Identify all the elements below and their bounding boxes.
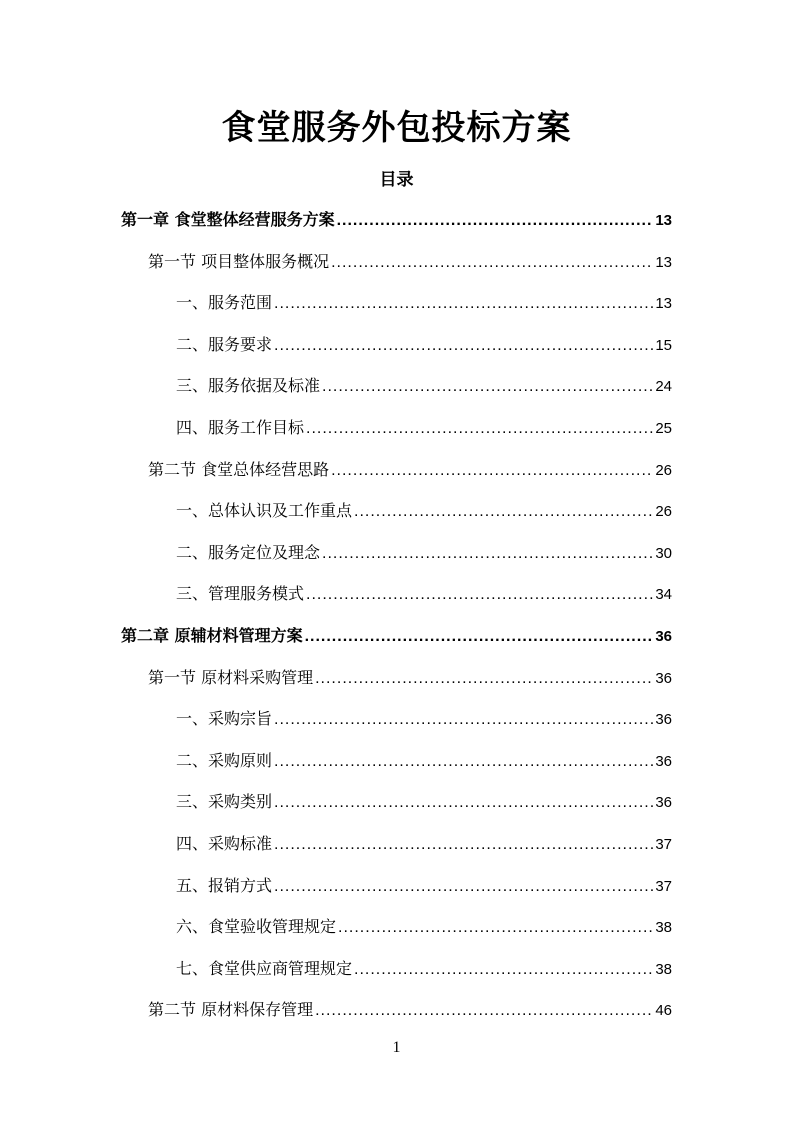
toc-entry[interactable] [176, 498, 672, 524]
toc-entry-label: 一、总体认识及工作重点 [176, 501, 353, 521]
toc-entry[interactable] [176, 748, 672, 774]
toc-leader-dots [322, 541, 653, 567]
toc-entry-page: 15 [655, 336, 672, 354]
toc-entry[interactable] [176, 956, 672, 982]
toc-entry[interactable] [148, 997, 672, 1023]
toc-leader-dots [274, 707, 653, 733]
toc-leader-dots [331, 458, 653, 484]
toc-entry-label: 二、采购原则 [176, 750, 273, 770]
toc-entry[interactable] [121, 207, 672, 233]
toc-entry[interactable] [176, 789, 672, 815]
toc-leader-dots [354, 499, 653, 525]
toc-entry[interactable] [176, 914, 672, 940]
toc-entry[interactable] [148, 249, 672, 275]
toc-entry[interactable] [176, 290, 672, 316]
toc-entry-label: 第二章 原辅材料管理方案 [121, 626, 303, 645]
toc-leader-dots [354, 957, 653, 983]
toc-entry[interactable] [176, 873, 672, 899]
toc-entry-label: 三、采购类别 [176, 792, 273, 812]
toc-entry-label: 一、服务范围 [176, 293, 273, 313]
toc-entry-label: 第二节 原材料保存管理 [148, 1000, 314, 1020]
toc-entry[interactable] [176, 706, 672, 732]
toc-entry[interactable] [148, 457, 672, 483]
toc-leader-dots [274, 333, 653, 359]
toc-leader-dots [274, 790, 653, 816]
toc-leader-dots [306, 582, 653, 608]
toc-entry-page: 24 [655, 378, 672, 396]
toc-entry-page: 38 [655, 919, 672, 937]
toc-entry-label: 二、服务要求 [176, 334, 273, 354]
toc-entry[interactable] [176, 540, 672, 566]
toc-entry[interactable] [176, 373, 672, 399]
toc-entry-label: 第一节 原材料采购管理 [148, 667, 314, 687]
toc-entry-page: 46 [655, 1002, 672, 1020]
toc-leader-dots [306, 416, 653, 442]
toc-entry-page: 13 [655, 295, 672, 313]
toc-entry-page: 37 [655, 836, 672, 853]
toc-entry[interactable] [176, 581, 672, 607]
toc-entry-label: 二、服务定位及理念 [176, 542, 321, 562]
toc-entry-label: 七、食堂供应商管理规定 [176, 958, 353, 978]
toc-entry-label: 第二节 食堂总体经营思路 [148, 459, 330, 479]
toc-entry-page: 26 [655, 461, 672, 479]
toc-leader-dots [274, 832, 653, 858]
toc-leader-dots [315, 666, 653, 692]
toc-entry[interactable] [176, 332, 672, 358]
toc-entry-page: 36 [655, 669, 672, 687]
toc-entry-page: 13 [655, 253, 672, 271]
toc-entry-label: 五、报销方式 [176, 875, 273, 895]
toc-leader-dots [331, 250, 653, 276]
toc-leader-dots [274, 874, 653, 900]
toc-entry-label: 第一章 食堂整体经营服务方案 [121, 210, 335, 229]
toc-entry-label: 六、食堂验收管理规定 [176, 917, 337, 937]
toc-entry-label: 四、采购标准 [176, 834, 273, 853]
toc-leader-dots [322, 374, 653, 400]
toc-entry-label: 三、管理服务模式 [176, 584, 305, 604]
document-title: 食堂服务外包投标方案 [221, 108, 572, 148]
toc-entry[interactable] [148, 665, 672, 691]
toc-entry-page: 30 [655, 544, 672, 562]
toc-leader-dots [274, 749, 653, 775]
toc-entry-label: 第一节 项目整体服务概况 [148, 251, 330, 271]
page-number: 1 [392, 1039, 401, 1056]
toc-entry-label: 一、采购宗旨 [176, 709, 273, 729]
toc-leader-dots [305, 624, 654, 650]
toc-leader-dots [315, 998, 653, 1024]
toc-entry-page: 36 [655, 752, 672, 770]
toc-leader-dots [338, 915, 653, 941]
toc-entry-page: 25 [655, 420, 672, 437]
toc-leader-dots [337, 208, 654, 234]
toc-entry[interactable] [176, 831, 672, 857]
toc-entry-page: 37 [655, 877, 672, 895]
toc-entry-page: 36 [655, 794, 672, 812]
toc-entry[interactable] [176, 415, 672, 441]
toc-leader-dots [274, 291, 653, 317]
toc-entry[interactable] [121, 623, 672, 649]
toc-heading: 目录 [379, 170, 414, 190]
toc-entry-page: 13 [655, 212, 672, 229]
toc-entry-page: 36 [655, 628, 672, 645]
toc-entry-page: 38 [655, 960, 672, 978]
toc-entry-page: 26 [655, 503, 672, 521]
toc-entry-page: 34 [655, 586, 672, 604]
toc-entry-label: 四、服务工作目标 [176, 418, 305, 437]
toc-entry-label: 三、服务依据及标准 [176, 376, 321, 396]
toc-entry-page: 36 [655, 711, 672, 729]
